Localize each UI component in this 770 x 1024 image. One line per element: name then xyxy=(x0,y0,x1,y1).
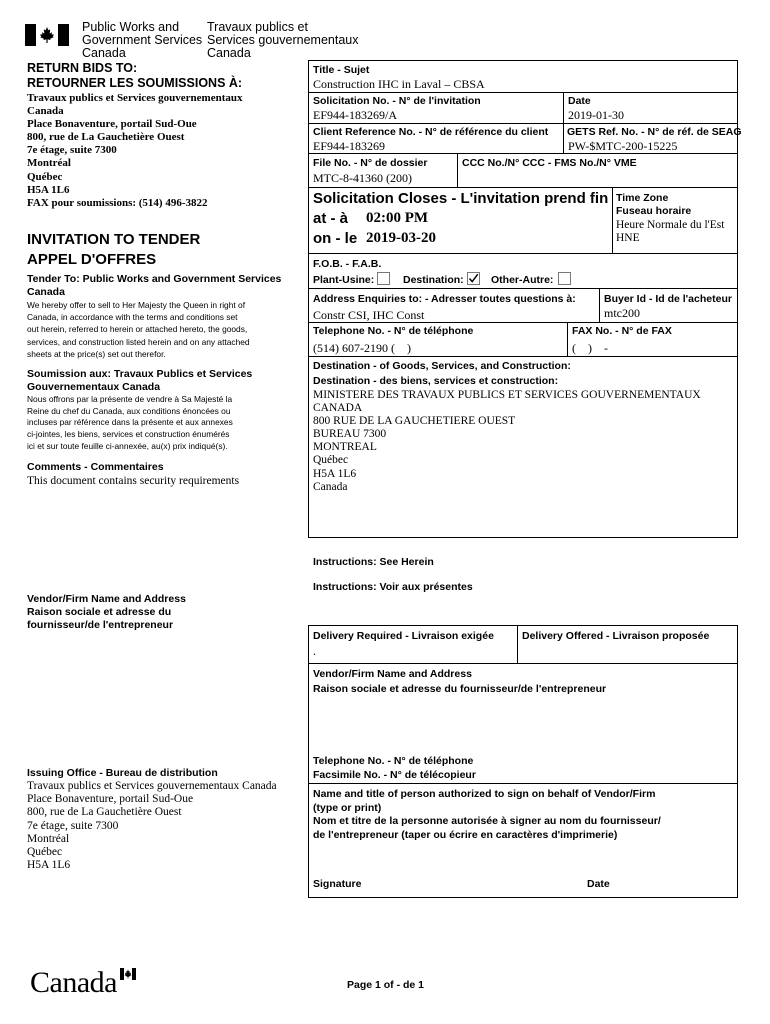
instructions-en: Instructions: See Herein xyxy=(313,556,434,568)
time-zone-value: Heure Normale du l'Est HNE xyxy=(616,219,725,244)
date-value: 2019-01-30 xyxy=(568,108,624,122)
vendor-name-field[interactable] xyxy=(313,700,733,750)
closes-date-value: 2019-03-20 xyxy=(366,230,436,246)
comments-label: Comments - Commentaires xyxy=(27,461,164,473)
vendor-name-label-left: Vendor/Firm Name and Address Raison sociale et adresse du fournisseur/de l'entrepreneur xyxy=(27,593,186,631)
address-enquiries-value: Constr CSI, IHC Const xyxy=(313,308,425,322)
tender-to-en: Tender To: Public Works and Government Services Canada xyxy=(27,273,282,298)
title-label: Title - Sujet xyxy=(313,64,370,76)
other-autre-label: Other-Autre: xyxy=(491,274,554,286)
signature-date-label: Date xyxy=(587,878,610,890)
checkmark-icon xyxy=(468,273,479,284)
fob-label: F.O.B. - F.A.B. xyxy=(313,258,382,270)
gets-reference-value: PW-$MTC-200-15225 xyxy=(568,139,678,153)
plant-usine-label: Plant-Usine: xyxy=(313,274,375,286)
signature-label: Signature xyxy=(313,878,362,890)
closes-on-label: on - le xyxy=(313,230,358,247)
offer-text-en: We hereby offer to sell to Her Majesty the Queen in right of Canada, in accordance with the terms and conditions set out herein, referred to herein or attached hereto, the goods, services, and construction listed herein and on any attached sheets at the price(s) set out therefor. xyxy=(27,300,250,359)
closes-at-label: at - à xyxy=(313,210,349,227)
department-name-fr: Travaux publics et Services gouvernementaux Canada xyxy=(207,20,359,60)
delivery-required-label: Delivery Required - Livraison exigée xyxy=(313,630,494,642)
issuing-office-address: Travaux publics et Services gouvernementaux Canada Place Bonaventure, portail Sud-Oue 800, rue de La Gauchetière Ouest 7e étage, suite 7300 Montréal Québec H5A 1L6 xyxy=(27,780,277,872)
client-reference-label: Client Reference No. - N° de référence du client xyxy=(313,126,549,138)
destination-goods-label-fr: Destination - des biens, services et construction: xyxy=(313,375,559,387)
instructions-fr: Instructions: Voir aux présentes xyxy=(313,581,473,593)
file-number-label: File No. - N° de dossier xyxy=(313,157,428,169)
delivery-offered-label: Delivery Offered - Livraison proposée xyxy=(522,630,710,642)
destination-address: MINISTERE DES TRAVAUX PUBLICS ET SERVICES GOUVERNEMENTAUX CANADA 800 RUE DE LA GAUCHETIERE OUEST BUREAU 7300 MONTREAL Québec H5A 1L6 Canada xyxy=(313,389,701,493)
vendor-name-label: Vendor/Firm Name and Address Raison sociale et adresse du fournisseur/de l'entrepreneur xyxy=(313,668,607,695)
address-enquiries-label: Address Enquiries to: - Adresser toutes questions à: xyxy=(313,293,576,305)
authorized-person-label: Name and title of person authorized to sign on behalf of Vendor/Firm (type or print) Nom et titre de la personne autorisée à signer au nom du fournisseur/ de l'entrepreneur (taper ou écrire en caractères d'imprimerie) xyxy=(313,788,661,841)
return-bids-title: RETURN BIDS TO: RETOURNER LES SOUMISSIONS À: xyxy=(27,61,243,90)
issuing-office-label: Issuing Office - Bureau de distribution xyxy=(27,767,218,779)
destination-goods-label-en: Destination - of Goods, Services, and Construction: xyxy=(313,360,571,372)
fax-value: ( ) - xyxy=(572,341,608,355)
delivery-required-value: . xyxy=(313,644,316,658)
wordmark-flag-icon xyxy=(120,968,136,980)
closes-time-value: 02:00 PM xyxy=(366,210,429,226)
buyer-id-value: mtc200 xyxy=(604,306,640,320)
client-reference-value: EF944-183269 xyxy=(313,139,385,153)
buyer-id-label: Buyer Id - Id de l'acheteur xyxy=(604,293,732,305)
canada-flag-icon xyxy=(25,24,69,46)
invitation-title: INVITATION TO TENDER APPEL D'OFFRES xyxy=(27,231,201,268)
comments-value: This document contains security requirements xyxy=(27,475,240,487)
authorized-person-field[interactable] xyxy=(313,845,733,870)
solicitation-closes-title: Solicitation Closes - L'invitation prend fin xyxy=(313,190,609,207)
destination-fob-label: Destination: xyxy=(403,274,464,286)
offer-text-fr: Nous offrons par la présente de vendre à Sa Majesté la Reine du chef du Canada, aux conditions énoncées ou incluses par référence dans la présente et aux annexes ci-jointes, les biens, services et construction énumérés ici et sur toute feuille ci-annexée, au(x) prix indiqué(s). xyxy=(27,394,233,451)
destination-checkbox[interactable] xyxy=(467,272,480,285)
solicitation-number-value: EF944-183269/A xyxy=(313,108,397,122)
page-number: Page 1 of - de 1 xyxy=(347,979,425,991)
title-value: Construction IHC in Laval – CBSA xyxy=(313,77,485,91)
canada-wordmark: Canada xyxy=(30,966,140,1002)
solicitation-number-label: Solicitation No. - N° de l'invitation xyxy=(313,95,481,107)
return-bids-address: Travaux publics et Services gouvernementaux Canada Place Bonaventure, portail Sud-Oue 800, rue de La Gauchetière Ouest 7e étage, suite 7300 Montréal Québec H5A 1L6 FAX pour soumissions: (514) 496-3822 xyxy=(27,92,243,209)
file-number-value: MTC-8-41360 (200) xyxy=(313,171,412,185)
plant-usine-checkbox[interactable] xyxy=(377,272,390,285)
date-label: Date xyxy=(568,95,591,107)
telephone-facsimile-label: Telephone No. - N° de téléphone Facsimile No. - N° de télécopieur xyxy=(313,755,476,781)
telephone-label: Telephone No. - N° de téléphone xyxy=(313,325,474,337)
time-zone-label: Time Zone Fuseau horaire xyxy=(616,192,692,217)
other-autre-checkbox[interactable] xyxy=(558,272,571,285)
ccc-number-label: CCC No./N° CCC - FMS No./N° VME xyxy=(462,157,637,169)
department-name-en: Public Works and Government Services Canada xyxy=(82,20,203,60)
gets-reference-label: GETS Ref. No. - N° de réf. de SEAG xyxy=(567,126,742,138)
telephone-value: (514) 607-2190 ( ) xyxy=(313,341,411,355)
tender-to-fr: Soumission aux: Travaux Publics et Services Gouvernementaux Canada xyxy=(27,368,253,393)
fax-label: FAX No. - N° de FAX xyxy=(572,325,672,337)
